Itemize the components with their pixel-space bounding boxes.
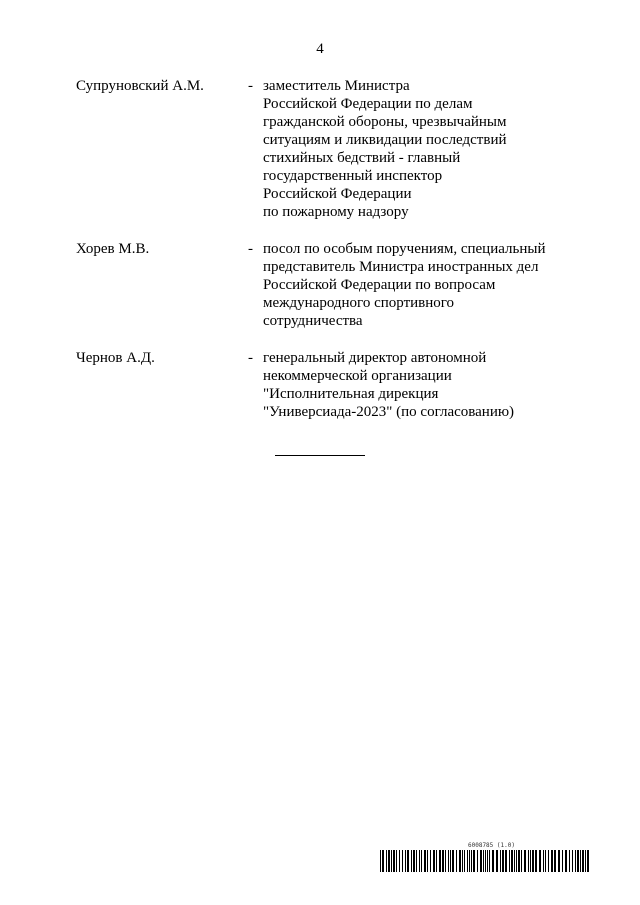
entry bbox=[76, 349, 576, 421]
entry-dash: - bbox=[248, 241, 253, 257]
entry bbox=[76, 240, 576, 330]
barcode-caption: 6008785 (1.0) bbox=[468, 842, 515, 849]
divider-line bbox=[275, 455, 365, 456]
entry-line: Российской Федерации bbox=[263, 186, 412, 202]
entry bbox=[76, 77, 576, 221]
entry-line: заместитель Министра bbox=[263, 78, 410, 94]
entry-line: по пожарному надзору bbox=[263, 204, 409, 220]
entry-line: представитель Министра иностранных дел bbox=[263, 259, 539, 275]
entry-list bbox=[76, 77, 576, 440]
entry-line: некоммерческой организации bbox=[263, 368, 452, 384]
entry-line: генеральный директор автономной bbox=[263, 350, 487, 366]
entry-name: Супруновский А.М. bbox=[76, 78, 204, 94]
entry-line: Российской Федерации по делам bbox=[263, 96, 473, 112]
entry-line: ситуациям и ликвидации последствий bbox=[263, 132, 507, 148]
entry-line: сотрудничества bbox=[263, 313, 363, 329]
entry-description bbox=[263, 240, 576, 330]
entry-name: Хорев М.В. bbox=[76, 241, 150, 257]
entry-dash: - bbox=[248, 350, 253, 366]
entry-line: "Универсиада-2023" (по согласованию) bbox=[263, 404, 515, 420]
barcode-graphic bbox=[380, 850, 592, 872]
entry-line: стихийных бедствий - главный bbox=[263, 150, 461, 166]
entry-name: Чернов А.Д. bbox=[76, 350, 155, 366]
entry-line: Российской Федерации по вопросам bbox=[263, 277, 496, 293]
entry-line: международного спортивного bbox=[263, 295, 455, 311]
entry-line: гражданской обороны, чрезвычайным bbox=[263, 114, 507, 130]
entry-line: "Исполнительная дирекция bbox=[263, 386, 439, 402]
entry-line: посол по особым поручениям, специальный bbox=[263, 241, 546, 257]
entry-line: государственный инспектор bbox=[263, 168, 443, 184]
entry-dash: - bbox=[248, 78, 253, 94]
entry-description bbox=[263, 349, 576, 421]
page-number: 4 bbox=[316, 41, 324, 57]
entry-description bbox=[263, 77, 576, 221]
